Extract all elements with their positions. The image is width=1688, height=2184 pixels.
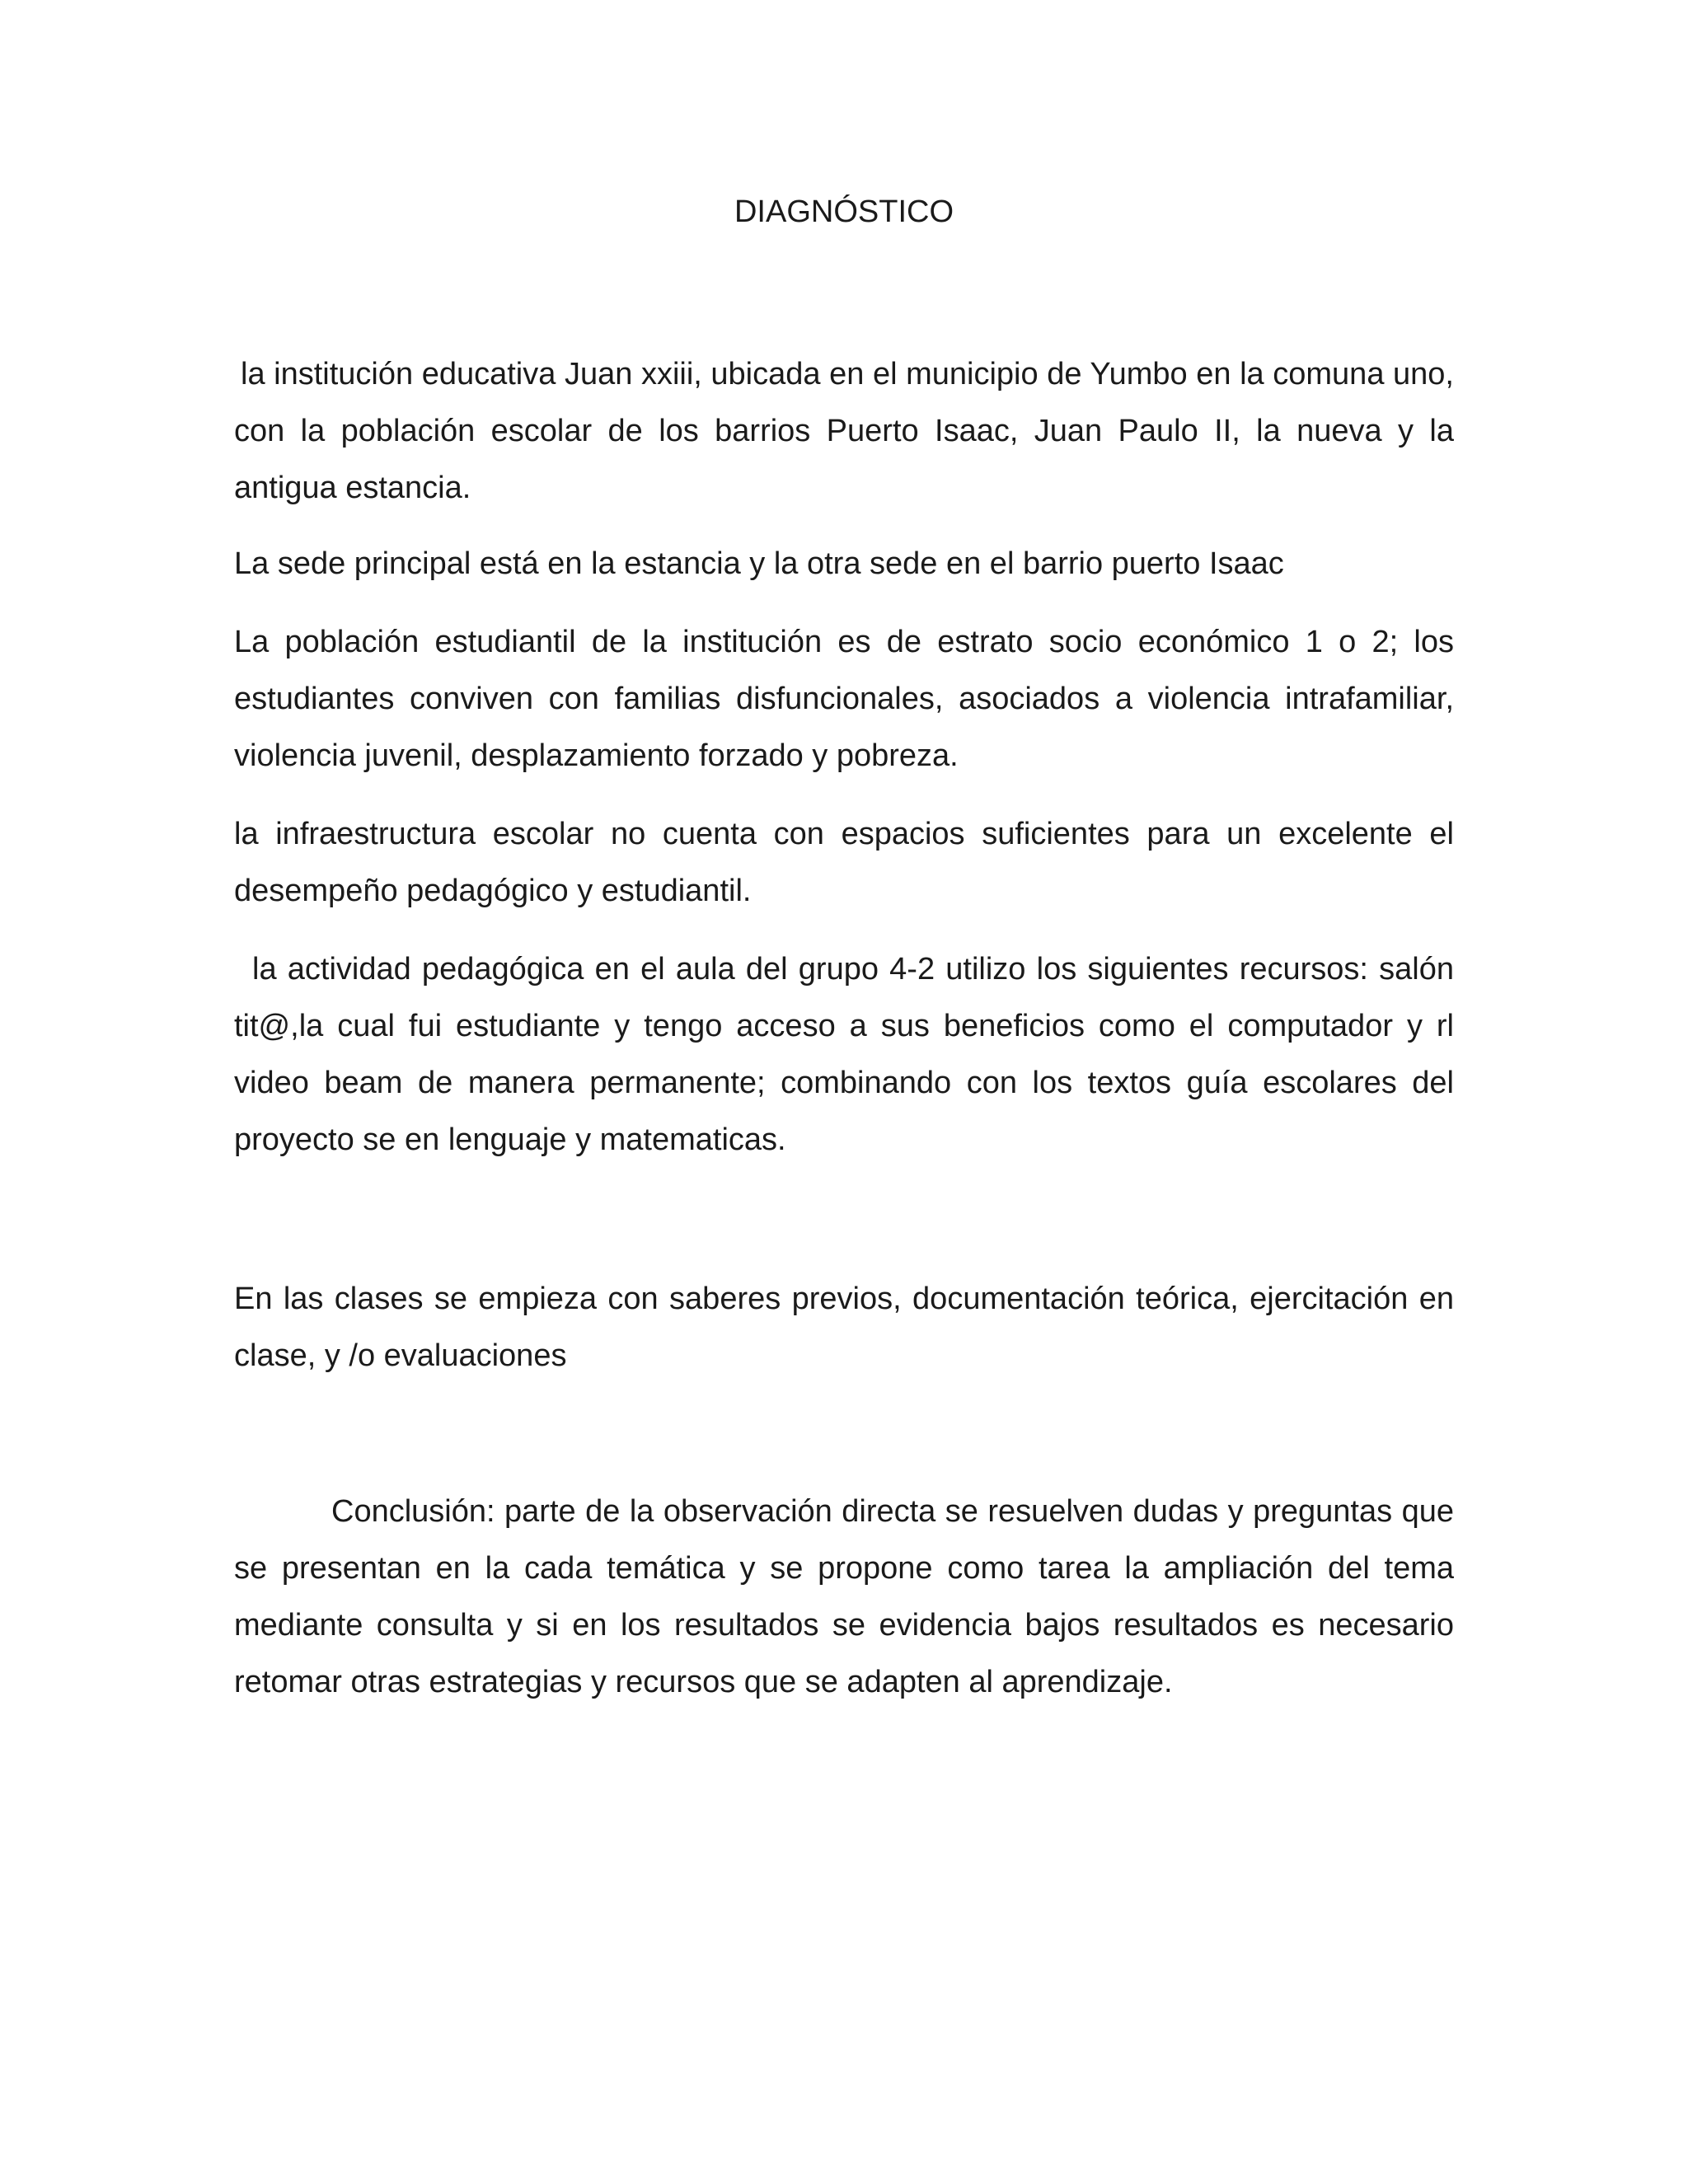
paragraph-institution: la institución educativa Juan xxiii, ubicada en el municipio de Yumbo en la comuna uno, con la población escolar de los barrios Puerto Isaac, Juan Paulo II, la nueva y la antigua estancia. [234,357,1454,505]
paragraph-sede: La sede principal está en la estancia y la otra sede en el barrio puerto Isaac [234,546,1284,581]
paragraph-infrastructure: la infraestructura escolar no cuenta con espacios suficientes para un excelente el desempeño pedagógico y estudiantil. [234,817,1454,908]
paragraph-conclusion: Conclusión: parte de la observación directa se resuelven dudas y preguntas que se presentan en la cada temática y se propone como tarea la ampliación del tema mediante consulta y si en los resultados se evidencia bajos resultados es necesario retomar otras estrategias y recursos que se adapten al aprendizaje. [234,1494,1454,1699]
paragraph-classes: En las clases se empieza con saberes previos, documentación teórica, ejercitación en clase, y /o evaluaciones [234,1282,1454,1373]
paragraph-pedagogical-activity: la actividad pedagógica en el aula del grupo 4-2 utilizo los siguientes recursos: salón tit@,la cual fui estudiante y tengo acceso a sus beneficios como el computador y rl video beam de manera permanente; combinando con los textos guía escolares del proyecto se en lenguaje y matematicas. [234,952,1454,1157]
paragraph-population: La población estudiantil de la institución es de estrato socio económico 1 o 2; los estudiantes conviven con familias disfuncionales, asociados a violencia intrafamiliar, violencia juvenil, desplazamiento forzado y pobreza. [234,625,1454,773]
document-title: DIAGNÓSTICO [734,194,954,229]
